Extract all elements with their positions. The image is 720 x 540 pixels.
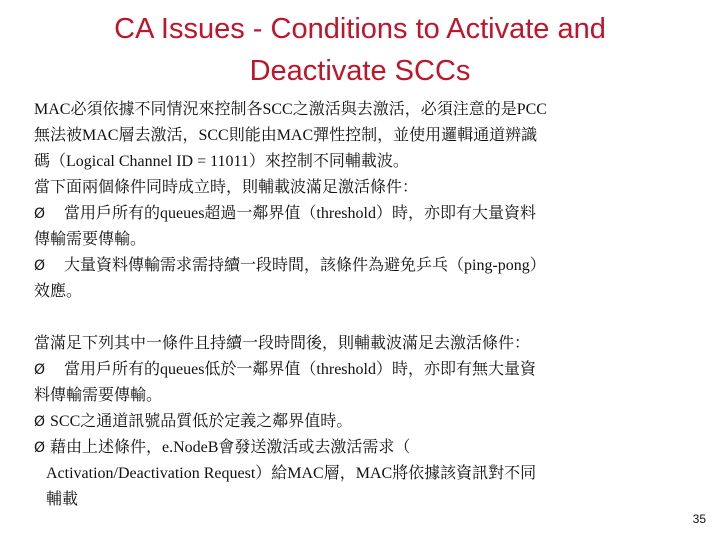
paragraph-gap xyxy=(34,305,694,331)
arrow-bullet-icon: Ø xyxy=(34,440,46,456)
arrow-bullet-icon: Ø xyxy=(34,362,46,378)
body-line-2: 無法被MAC層去激活，SCC則能由MAC彈性控制，並使用邏輯通道辨識 xyxy=(34,127,538,144)
body-line-11: 料傳輸需要傳輸。 xyxy=(34,387,163,404)
arrow-bullet-icon: Ø xyxy=(34,258,46,274)
body-line-3: 碼（Logical Channel ID = 11011）來控制不同輔載波。 xyxy=(34,153,409,170)
arrow-bullet-icon: Ø xyxy=(34,414,46,430)
page-number: 35 xyxy=(692,512,706,526)
body-line-15: 輔載 xyxy=(46,491,79,508)
slide-body xyxy=(34,97,694,513)
bullet-line-13 xyxy=(34,435,694,461)
body-line-14: Activation/Deactivation Request）給MAC層，MAC將依據該資訊對不同 xyxy=(46,465,537,482)
body-line-13-text: 藉由上述條件，e.NodeB會發送激活或去激活需求（ xyxy=(50,439,411,456)
body-line-12-text: SCC之通道訊號品質低於定義之鄰界值時。 xyxy=(50,413,353,430)
bullet-line-12 xyxy=(34,409,694,435)
arrow-bullet-icon: Ø xyxy=(34,206,46,222)
title-line-1: CA Issues - Conditions to Activate and xyxy=(114,13,606,45)
body-line-1: MAC必須依據不同情況來控制各SCC之激活與去激活，必須注意的是PCC xyxy=(34,101,547,118)
body-line-4: 當下面兩個條件同時成立時，則輔載波滿足激活條件： xyxy=(34,179,419,196)
body-line-5-text: 當用戶所有的queues超過一鄰界值（threshold）時，亦即有大量資料 xyxy=(64,205,536,222)
body-line-9: 當滿足下列其中一條件且持續一段時間後，則輔載波滿足去激活條件： xyxy=(34,335,531,352)
body-line-10-text: 當用戶所有的queues低於一鄰界值（threshold）時，亦即有無大量資 xyxy=(64,361,536,378)
bullet-line-7 xyxy=(34,253,694,279)
body-line-7-text: 大量資料傳輸需求需持續一段時間，該條件為避免乒乓（ping-pong） xyxy=(64,257,546,274)
bullet-line-5 xyxy=(34,201,694,227)
body-line-8: 效應。 xyxy=(34,283,83,300)
bullet-line-10 xyxy=(34,357,694,383)
body-line-6: 傳輸需要傳輸。 xyxy=(34,231,147,248)
title-line-2: Deactivate SCCs xyxy=(249,55,471,87)
slide-title xyxy=(40,8,680,92)
